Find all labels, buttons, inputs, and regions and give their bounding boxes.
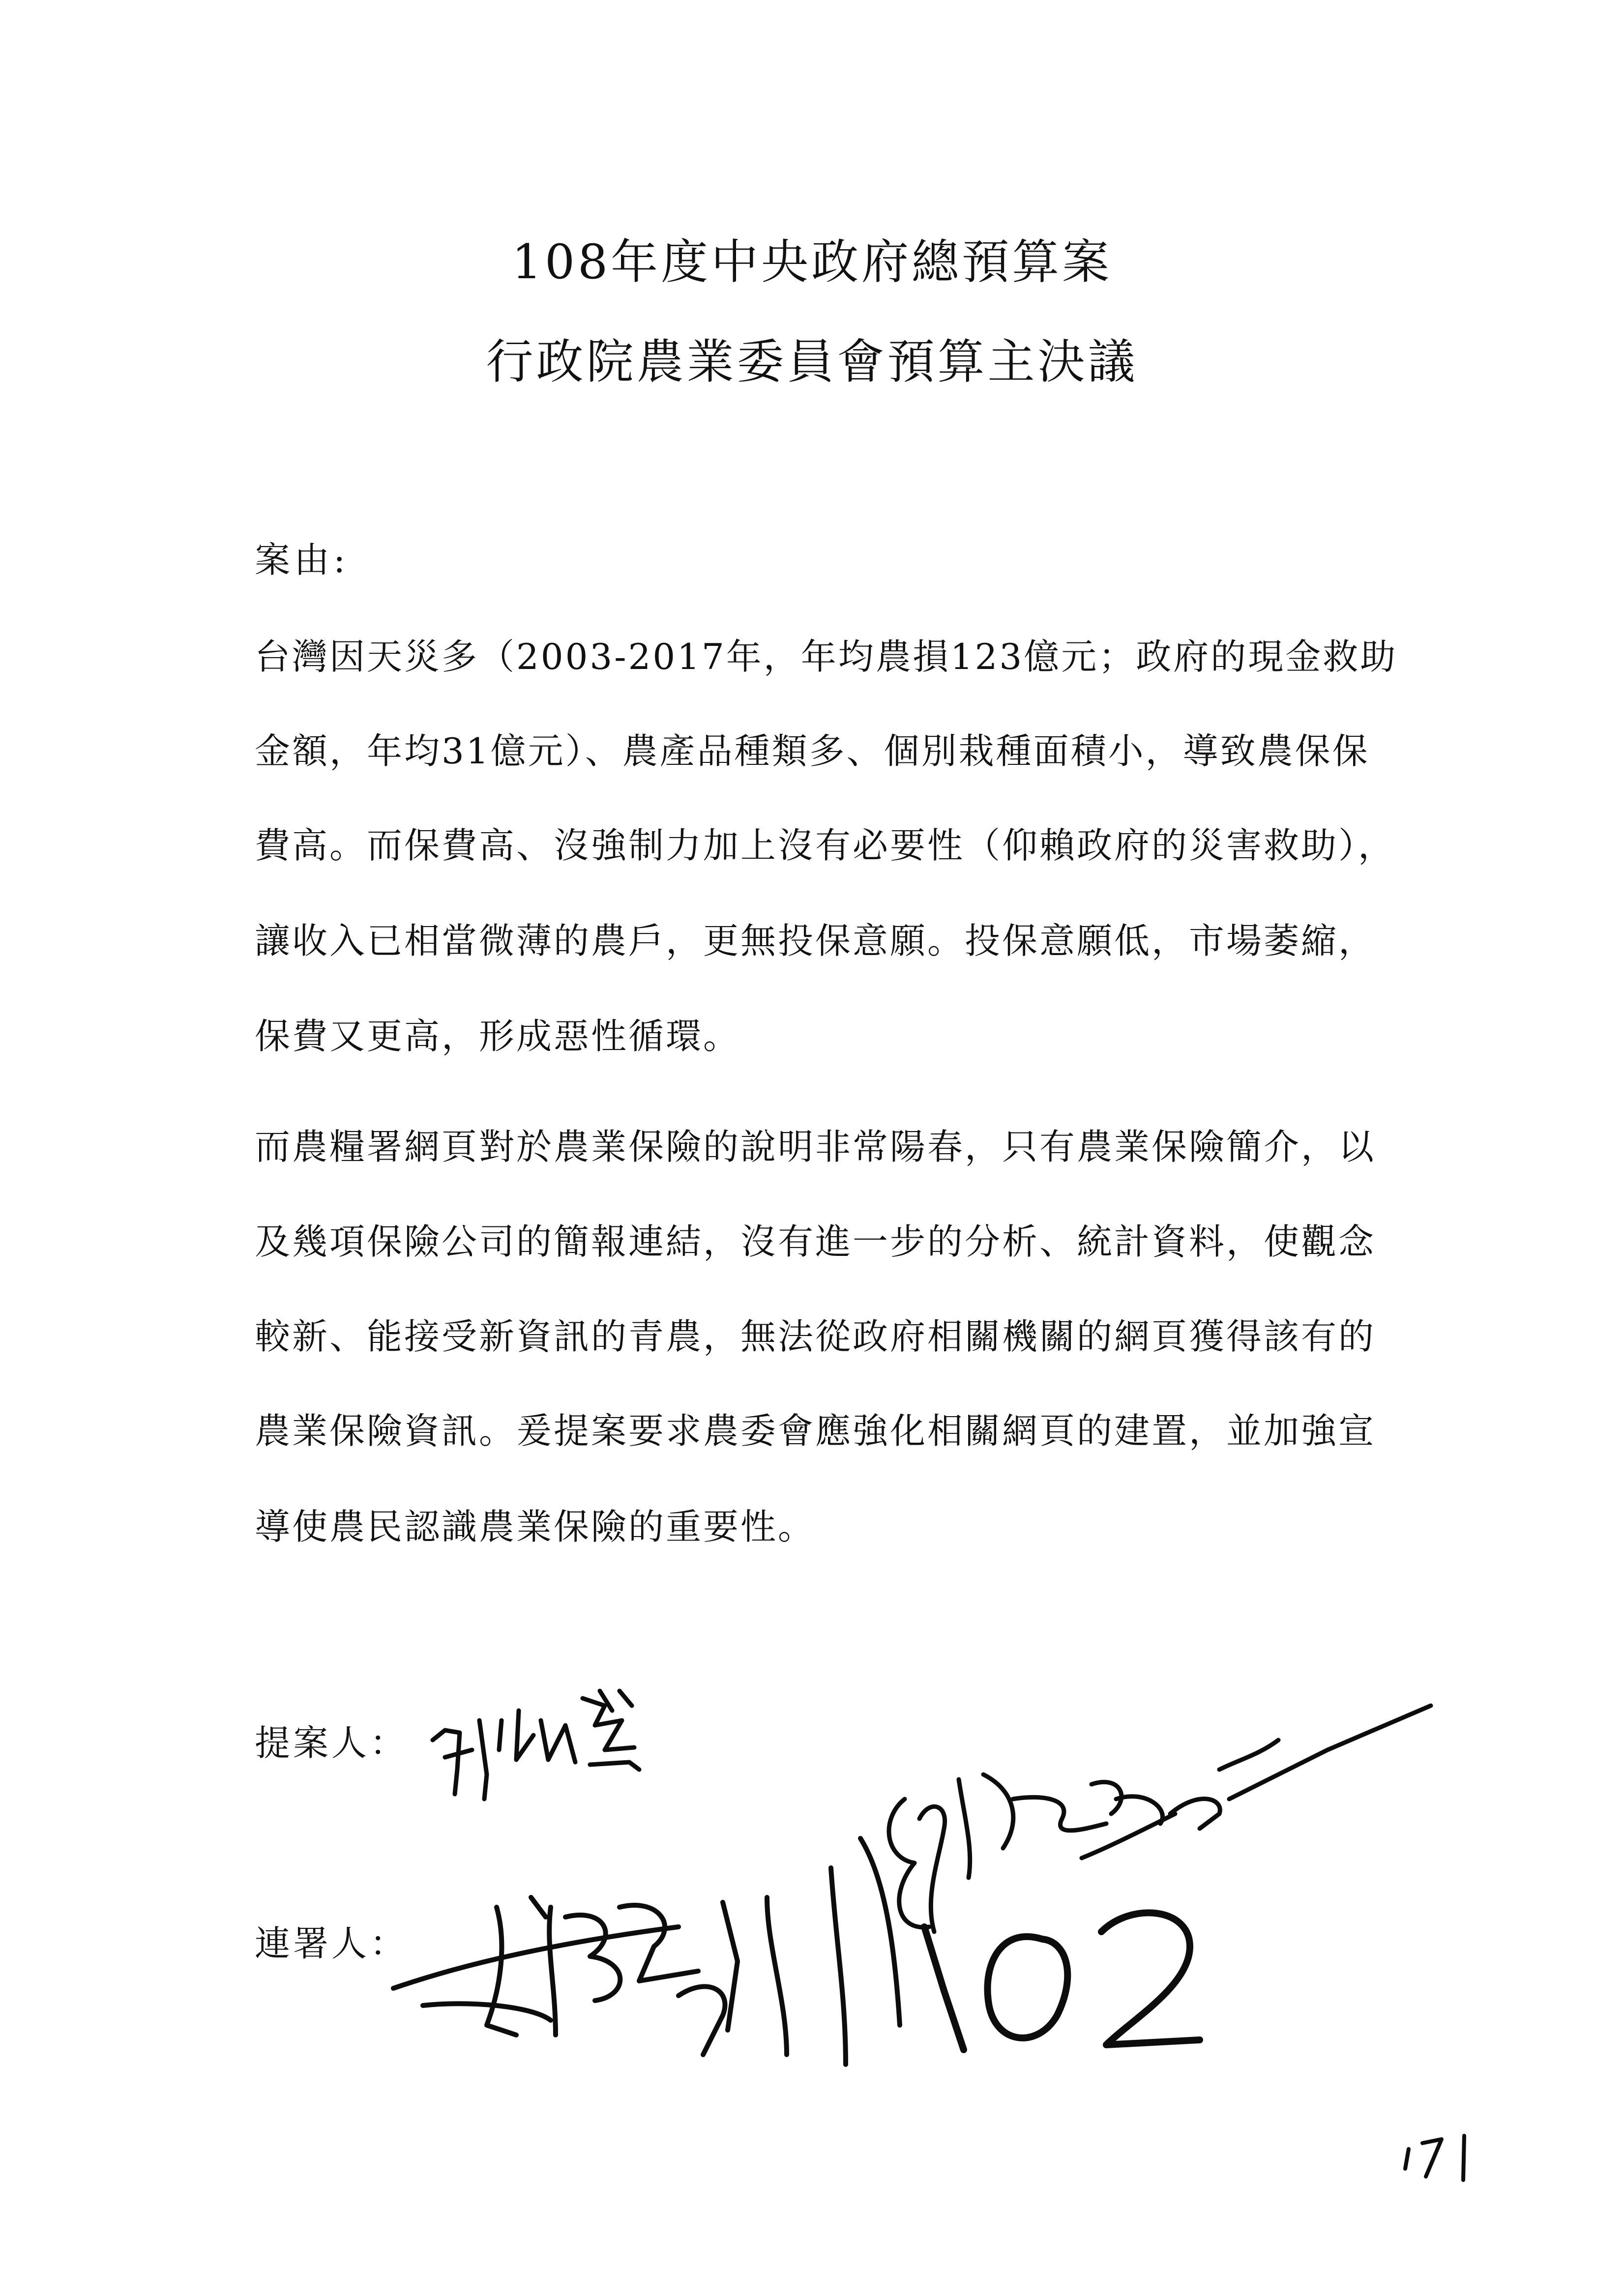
handwritten-number-102	[924, 1913, 1200, 2050]
body-line: 台灣因天災多（2003-2017年，年均農損123億元；政府的現金救助	[255, 636, 1398, 677]
proposer-label: 提案人：	[255, 1722, 409, 1764]
document-title-line-1: 108年度中央政府總預算案	[511, 234, 1113, 290]
body-line: 導使農民認識農業保險的重要性。	[255, 1506, 816, 1547]
body-line: 較新、能接受新資訊的青農，無法從政府相關機關的網頁獲得該有的	[255, 1316, 1376, 1357]
large-scribble-signature	[889, 1706, 1431, 1932]
body-line: 費高。而保費高、沒強制力加上沒有必要性（仰賴政府的災害救助），	[255, 825, 1396, 866]
body-line: 讓收入已相當微薄的農戶，更無投保意願。投保意願低，市場萎縮，	[255, 920, 1376, 961]
body-line: 農業保險資訊。爰提案要求農委會應強化相關網頁的建置，並加強宣	[255, 1410, 1376, 1452]
body-line: 金額，年均31億元）、農產品種類多、個別栽種面積小，導致農保保	[255, 730, 1370, 772]
case-label: 案由:	[255, 539, 350, 581]
body-line: 及幾項保險公司的簡報連結，沒有進一步的分析、統計資料，使觀念	[255, 1221, 1376, 1262]
body-line: 而農糧署網頁對於農業保險的說明非常陽春，只有農業保險簡介，以	[255, 1126, 1376, 1167]
proposer-signature	[433, 1691, 639, 1799]
cosigner-label: 連署人：	[255, 1923, 409, 1964]
cosigner-signatures	[393, 1838, 900, 2064]
document-title-line-2: 行政院農業委員會預算主決議	[486, 334, 1138, 389]
body-line: 保費又更高，形成惡性循環。	[255, 1016, 741, 1057]
handwritten-page-number	[1405, 2136, 1464, 2180]
